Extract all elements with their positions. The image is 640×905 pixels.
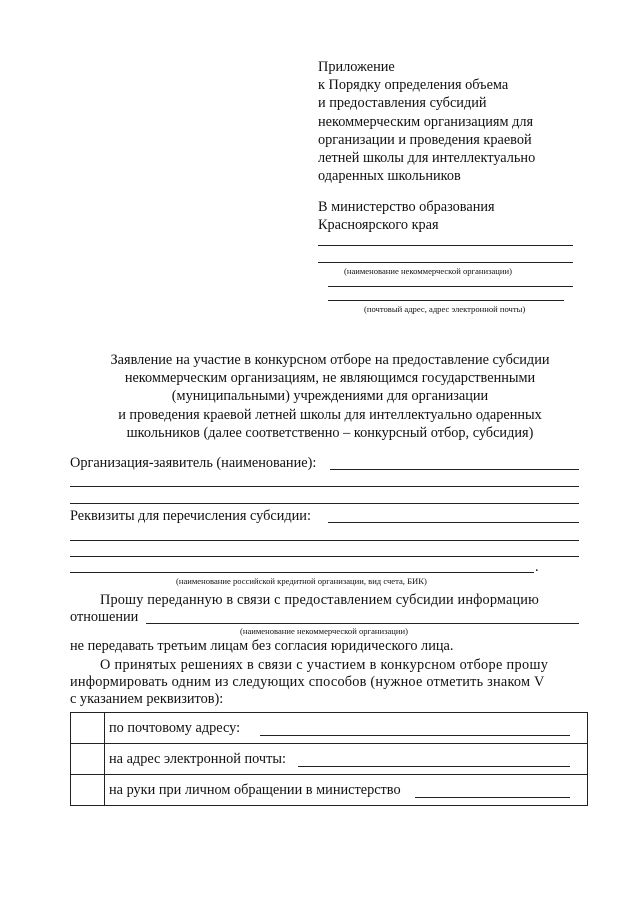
title-line: школьников (далее соответственно – конкурсный отбор, субсидия) — [126, 424, 534, 441]
option-cell — [105, 744, 588, 775]
option-row — [71, 744, 588, 775]
statement-title — [60, 351, 600, 442]
option-label-email: на адрес электронной почты: — [109, 751, 286, 767]
appendix-line: и предоставления субсидий — [318, 95, 487, 112]
appendix-line: летней школы для интеллектуально — [318, 150, 536, 167]
addressee-line: В министерство образования — [318, 199, 495, 215]
request-line-1: Прошу переданную в связи с предоставлением субсидии информацию — [100, 592, 539, 608]
email-address-line[interactable] — [298, 766, 570, 767]
address-caption: (почтовый адрес, адрес электронной почты) — [364, 304, 526, 314]
title-line: (муниципальными) учреждениями для организации — [171, 388, 489, 405]
bank-caption: (наименование российской кредитной организации, вид счета, БИК) — [176, 576, 427, 586]
appendix-block — [318, 58, 588, 185]
title-line: и проведения краевой летней школы для интеллектуально одаренных — [118, 406, 542, 423]
postal-address-line[interactable] — [260, 735, 570, 736]
request-line-3: не передавать третьим лицам без согласия юридического лица. — [70, 638, 454, 654]
applicant-input-line[interactable] — [330, 469, 579, 470]
org-relation-caption: (наименование некоммерческой организации) — [240, 626, 408, 636]
option-row — [71, 775, 588, 806]
title-line: некоммерческим организациям, не являющимся государственными — [124, 370, 536, 387]
org-name-caption: (наименование некоммерческой организации) — [344, 266, 512, 276]
applicant-line-2[interactable] — [70, 486, 579, 487]
addressee-block — [318, 198, 495, 234]
option-label-in-person: на руки при личном обращении в министерство — [109, 782, 401, 798]
appendix-line: одаренных школьников — [318, 168, 461, 185]
applicant-line-3[interactable] — [70, 503, 579, 504]
request-line-2: отношении — [70, 609, 139, 625]
requisites-line-3[interactable] — [70, 556, 579, 557]
period: . — [535, 559, 539, 575]
notify-line-1: О принятых решениях в связи с участием в конкурсном отборе прошу — [100, 657, 549, 673]
appendix-line: Приложение — [318, 59, 395, 75]
option-checkbox-in-person[interactable] — [71, 775, 105, 806]
org-relation-line[interactable] — [146, 623, 579, 624]
option-checkbox-postal[interactable] — [71, 713, 105, 744]
option-cell — [105, 775, 588, 806]
appendix-line: некоммерческим организациям для — [318, 113, 534, 130]
address-line-2[interactable] — [328, 300, 564, 301]
applicant-label: Организация-заявитель (наименование): — [70, 455, 317, 471]
appendix-line: к Порядку определения объема — [318, 77, 509, 94]
notify-line-3: с указанием реквизитов): — [70, 691, 224, 707]
notify-line-2: информировать одним из следующих способов (нужное отметить знаком V — [70, 674, 545, 690]
addressee-line: Красноярского края — [318, 217, 439, 233]
option-checkbox-email[interactable] — [71, 744, 105, 775]
notification-options-table — [70, 712, 588, 806]
requisites-line-4[interactable] — [70, 572, 534, 573]
org-name-line-1[interactable] — [318, 245, 573, 246]
title-line: Заявление на участие в конкурсном отборе на предоставление субсидии — [110, 352, 550, 368]
requisites-line-2[interactable] — [70, 540, 579, 541]
option-row — [71, 713, 588, 744]
option-cell — [105, 713, 588, 744]
in-person-line[interactable] — [415, 797, 570, 798]
requisites-label: Реквизиты для перечисления субсидии: — [70, 508, 311, 524]
org-name-line-2[interactable] — [318, 262, 573, 263]
appendix-line: организации и проведения краевой — [318, 131, 532, 148]
requisites-input-line[interactable] — [328, 522, 579, 523]
option-label-postal: по почтовому адресу: — [109, 720, 241, 736]
address-line-1[interactable] — [328, 286, 573, 287]
